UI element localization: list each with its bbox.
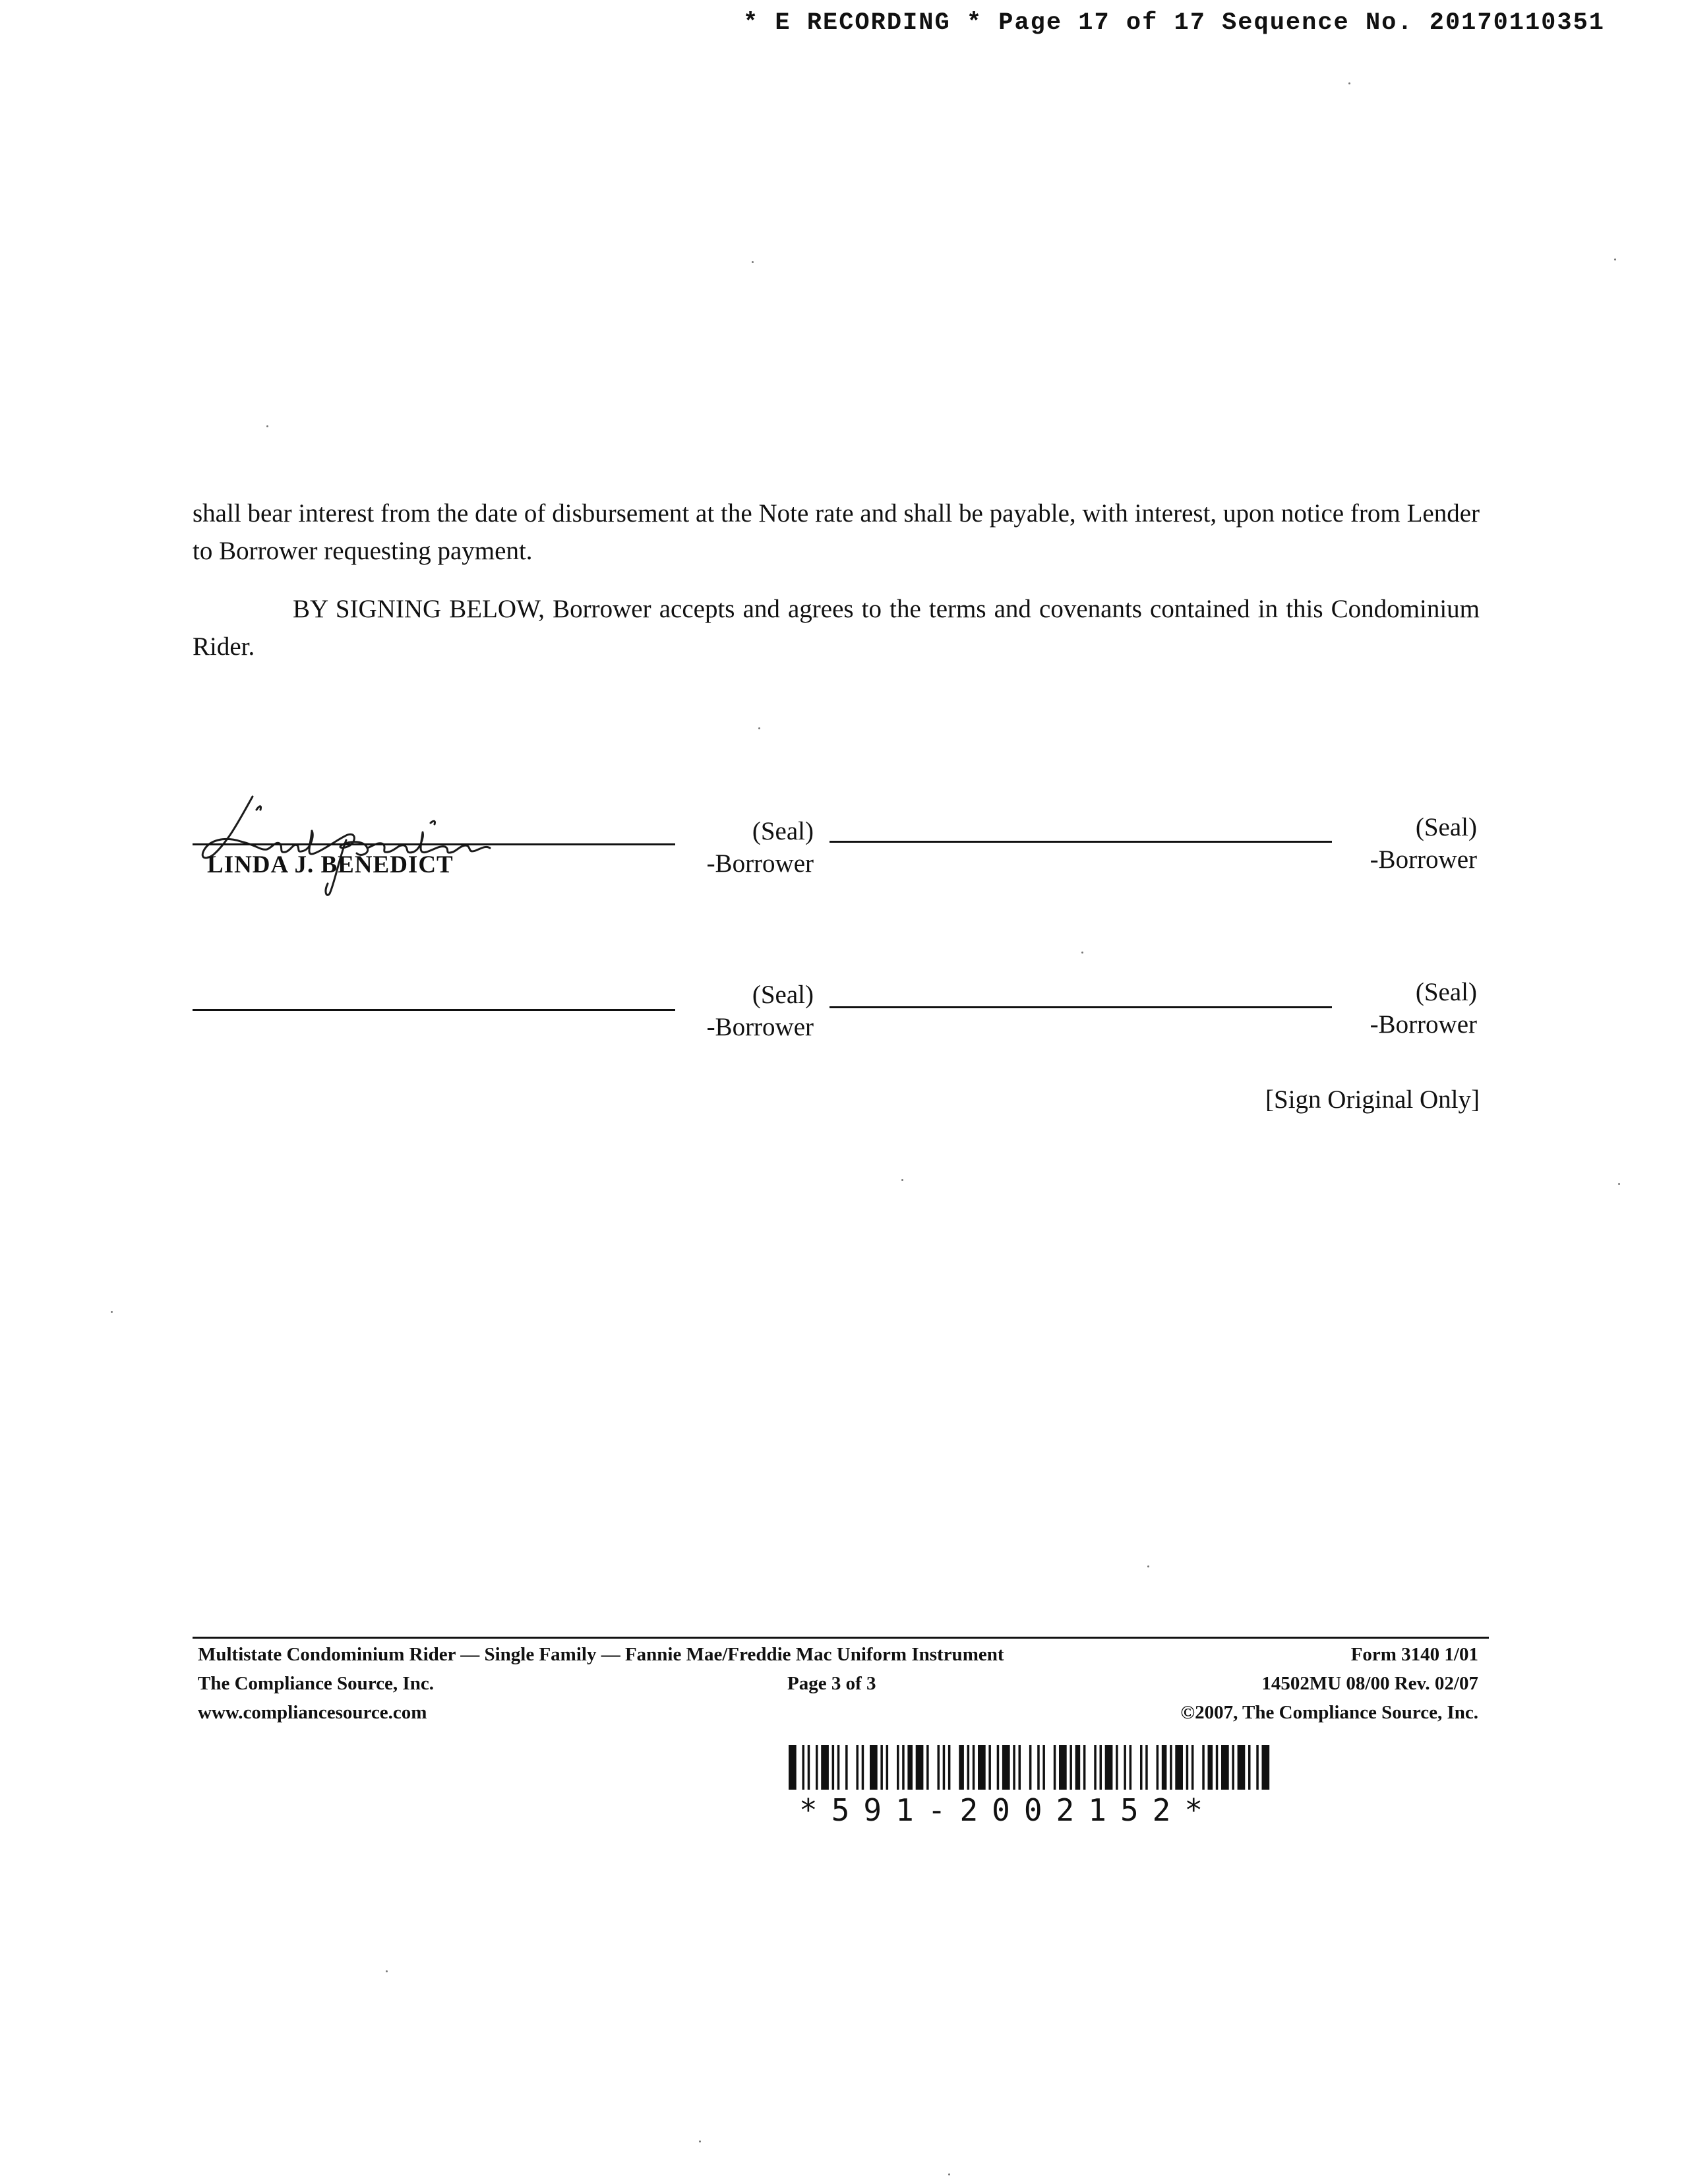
footer-form-number: Form 3140 1/01 xyxy=(1350,1644,1478,1665)
barcode-bar xyxy=(1083,1745,1086,1790)
signature-line-4 xyxy=(829,1006,1332,1008)
seal-label: (Seal) xyxy=(1415,813,1477,841)
barcode-bar xyxy=(907,1745,913,1790)
seal-block-4 xyxy=(1345,976,1477,1041)
footer-form-title: Multistate Condominium Rider — Single Family — Fannie Mae/Freddie Mac Uniform Instrument xyxy=(198,1644,1004,1665)
scan-speck xyxy=(266,425,268,427)
barcode-bar xyxy=(967,1745,970,1790)
scan-speck xyxy=(699,2140,701,2142)
barcode-bar xyxy=(837,1745,840,1790)
barcode-bar xyxy=(948,1745,951,1790)
barcode-bar xyxy=(1162,1745,1167,1790)
seal-block-2 xyxy=(1345,811,1477,876)
barcode-bar xyxy=(1094,1745,1097,1790)
barcode-bar xyxy=(1262,1745,1270,1790)
scan-speck xyxy=(948,2173,950,2175)
footer-website: www.compliancesource.com xyxy=(198,1702,427,1723)
scan-speck xyxy=(1614,258,1616,260)
barcode-bar xyxy=(1140,1745,1143,1790)
barcode-bar xyxy=(988,1745,991,1790)
barcode-bar xyxy=(1170,1745,1172,1790)
barcode-bar xyxy=(1070,1745,1072,1790)
barcode-bar xyxy=(938,1745,940,1790)
barcode-bar xyxy=(1202,1745,1205,1790)
barcode-bar xyxy=(1100,1745,1102,1790)
borrower-signature xyxy=(195,785,531,897)
barcode-bar xyxy=(1256,1745,1259,1790)
barcode-bar xyxy=(816,1745,818,1790)
scan-speck xyxy=(111,1311,113,1313)
barcode-bar xyxy=(862,1745,864,1790)
barcode-bar xyxy=(1013,1745,1015,1790)
barcode-bar xyxy=(832,1745,835,1790)
barcode-bar xyxy=(1116,1745,1118,1790)
barcode-bar xyxy=(1037,1745,1040,1790)
scan-speck xyxy=(1348,82,1350,84)
seal-block-1 xyxy=(686,815,814,880)
barcode-bar xyxy=(1042,1745,1045,1790)
barcode-bar xyxy=(1157,1745,1159,1790)
barcode-bar xyxy=(1002,1745,1010,1790)
barcode-bar xyxy=(857,1745,859,1790)
body-paragraph-interest: shall bear interest from the date of disbursement at the Note rate and shall be payable, with interest, upon notice from Lender to Borrower requesting payment. xyxy=(193,499,1480,565)
footer-revision: 14502MU 08/00 Rev. 02/07 xyxy=(1261,1673,1478,1694)
barcode-bar xyxy=(1054,1745,1056,1790)
scan-speck xyxy=(1618,1183,1620,1185)
signer-name: LINDA J. BENEDICT xyxy=(207,851,454,878)
barcode-bar xyxy=(870,1745,878,1790)
barcode-digits: *591-2002152* xyxy=(799,1792,1217,1828)
signature-line-3 xyxy=(193,1009,675,1011)
barcode-bar xyxy=(1191,1745,1194,1790)
borrower-label: -Borrower xyxy=(706,849,814,878)
barcode-bar xyxy=(943,1745,946,1790)
recording-header: * E RECORDING * Page 17 of 17 Sequence No. 20170110351 xyxy=(743,9,1605,37)
barcode-bar xyxy=(1216,1745,1219,1790)
seal-label: (Seal) xyxy=(752,981,814,1009)
barcode-bar xyxy=(1238,1745,1246,1790)
scan-speck xyxy=(1081,952,1083,954)
scan-speck xyxy=(752,261,754,263)
footer-copyright: ©2007, The Compliance Source, Inc. xyxy=(1180,1702,1478,1723)
barcode-bar xyxy=(1124,1745,1126,1790)
barcode-bar xyxy=(1105,1745,1113,1790)
scan-speck xyxy=(901,1179,903,1181)
barcode-bar xyxy=(821,1745,829,1790)
borrower-label: -Borrower xyxy=(706,1013,814,1041)
borrower-label: -Borrower xyxy=(1370,845,1477,874)
barcode-bar xyxy=(1059,1745,1067,1790)
sign-original-note: [Sign Original Only] xyxy=(1265,1085,1480,1114)
signature-line-1 xyxy=(193,843,675,845)
barcode-bar xyxy=(902,1745,905,1790)
barcode-bar xyxy=(959,1745,964,1790)
footer-page-label: Page 3 of 3 xyxy=(787,1673,876,1694)
body-paragraph-acceptance: BY SIGNING BELOW, Borrower accepts and agrees to the terms and covenants contained in this Condominium Rider. xyxy=(193,595,1480,661)
scan-speck xyxy=(1147,1565,1149,1567)
seal-block-3 xyxy=(686,979,814,1043)
footer-rule xyxy=(193,1637,1489,1639)
barcode-bar xyxy=(1208,1745,1213,1790)
barcode-bar xyxy=(926,1745,929,1790)
barcode-bar xyxy=(1075,1745,1081,1790)
barcode-bar xyxy=(1186,1745,1189,1790)
barcode-bar xyxy=(1221,1745,1229,1790)
barcode-bar xyxy=(897,1745,899,1790)
scan-speck xyxy=(758,727,760,729)
barcode-bar xyxy=(886,1745,889,1790)
barcode-bar xyxy=(973,1745,975,1790)
footer-company: The Compliance Source, Inc. xyxy=(198,1673,434,1694)
barcode-bar xyxy=(1019,1745,1021,1790)
barcode-bar xyxy=(1175,1745,1183,1790)
barcode-bar xyxy=(916,1745,924,1790)
barcode-bar xyxy=(845,1745,848,1790)
signature-line-2 xyxy=(829,841,1332,843)
seal-label: (Seal) xyxy=(1415,978,1477,1006)
barcode-bar xyxy=(880,1745,883,1790)
barcode-bar xyxy=(1248,1745,1251,1790)
barcode-bar xyxy=(1029,1745,1032,1790)
barcode-bar xyxy=(808,1745,810,1790)
scan-speck xyxy=(386,1970,388,1972)
barcode-bar xyxy=(1145,1745,1148,1790)
barcode-icon xyxy=(789,1745,1484,1790)
barcode-bar xyxy=(978,1745,986,1790)
barcode-bar xyxy=(1130,1745,1132,1790)
barcode-bar xyxy=(789,1745,797,1790)
seal-label: (Seal) xyxy=(752,817,814,845)
barcode-bar xyxy=(997,1745,1000,1790)
barcode-bar xyxy=(802,1745,805,1790)
barcode-bar xyxy=(1232,1745,1234,1790)
borrower-label: -Borrower xyxy=(1370,1010,1477,1039)
